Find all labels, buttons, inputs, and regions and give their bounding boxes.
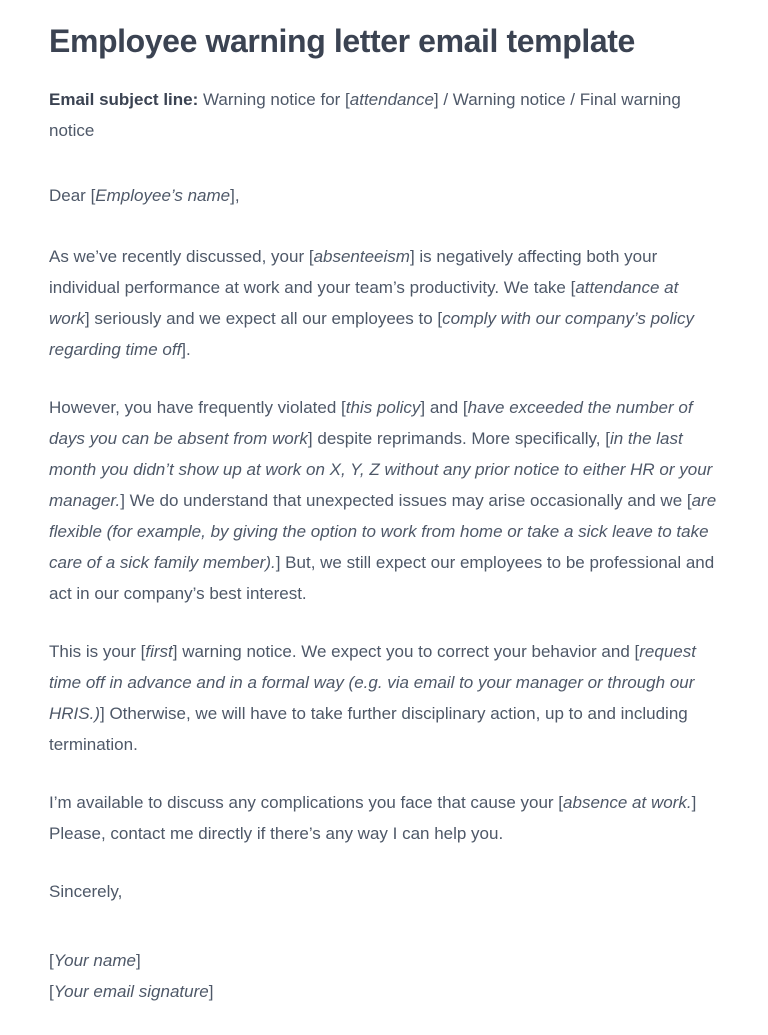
- paragraph-availability: I’m available to discuss any complications you face that cause your [absence at work.] Please, contact me directly if there’s any way I can help you.: [49, 793, 697, 844]
- email-subject-label: Email subject line:: [49, 90, 199, 110]
- email-subject-line: [49, 84, 722, 146]
- paragraph-warning-notice: This is your [first] warning notice. We expect you to correct your behavior and [request time off in advance and in a formal way (e.g. via email to your manager or through our HRIS.)] Otherwise, we will have to take further disciplinary action, up to and including termination.: [49, 642, 696, 755]
- signature-name-placeholder: [Your name]: [49, 951, 141, 971]
- salutation: Dear [Employee’s name],: [49, 186, 240, 206]
- closing-salutation: Sincerely,: [49, 882, 123, 902]
- paragraph-absenteeism: As we’ve recently discussed, your [absenteeism] is negatively affecting both your individual performance at work and your team’s productivity. We take [attendance at work] seriously and we expect all our employees to [comply with our company’s policy regarding time off].: [49, 247, 695, 360]
- paragraph-violations: However, you have frequently violated [this policy] and [have exceeded the number of days you can be absent from work] despite reprimands. More specifically, [in the last month you didn’t show up at work on X, Y, Z without any prior notice to either HR or your manager.] We do understand that unexpected issues may arise occasionally and we [are flexible (for example, by giving the option to work from home or take a sick leave to take care of a sick family member).] But, we still expect our employees to be professional and act in our company’s best interest.: [49, 398, 717, 604]
- signature-email-placeholder: [Your email signature]: [49, 982, 214, 1002]
- email-subject-value: Warning notice for [attendance] / Warning notice / Final warning notice: [49, 90, 681, 141]
- page-title: Employee warning letter email template: [49, 23, 635, 59]
